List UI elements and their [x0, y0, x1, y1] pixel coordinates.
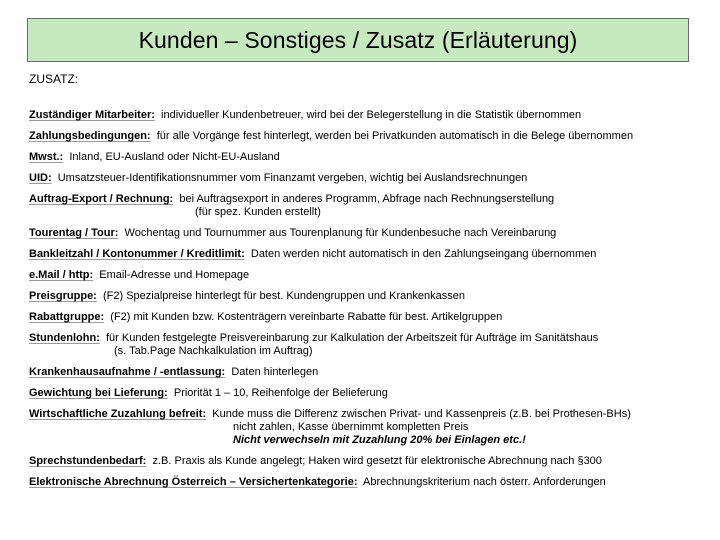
entry-label: Rabattgruppe: — [29, 311, 105, 323]
entry-text: z.B. Praxis als Kunde angelegt; Haken wird gesetzt für elektronische Abrechnung nach §300 — [152, 455, 602, 467]
entry-text: für alle Vorgänge fest hinterlegt, werden bei Privatkunden automatisch in die Belege übernommen — [156, 130, 634, 142]
entry-text: Daten hinterlegen — [231, 366, 319, 378]
entry-label: Preisgruppe: — [29, 290, 97, 302]
entry-zuzahlung-befreit — [29, 408, 709, 421]
slide-title: Kunden – Sonstiges / Zusatz (Erläuterung) — [138, 26, 578, 53]
entry-zahlungsbedingungen — [29, 130, 709, 143]
slide-title-box — [27, 18, 689, 62]
entry-uid — [29, 172, 709, 185]
entry-label: e.Mail / http: — [29, 269, 94, 281]
entry-bankleitzahl — [29, 248, 709, 261]
field-explanation-list — [29, 109, 709, 489]
entry-text: Email-Adresse und Homepage — [99, 269, 250, 281]
entry-continuation: nicht zahlen, Kasse übernimmt kompletten Preis — [233, 421, 469, 433]
entry-label: UID: — [29, 172, 52, 184]
entry-text: Abrechnungskriterium nach österr. Anforderungen — [363, 476, 606, 488]
entry-label: Wirtschaftliche Zuzahlung befreit: — [29, 408, 207, 420]
entry-text: bei Auftragsexport in anderes Programm, Abfrage nach Rechnungserstellung — [179, 193, 555, 205]
entry-label: Gewichtung bei Lieferung: — [29, 387, 168, 399]
entry-preisgruppe — [29, 290, 709, 303]
entry-rabattgruppe — [29, 311, 709, 324]
entry-label: Zuständiger Mitarbeiter: — [29, 109, 155, 121]
entry-label: Elektronische Abrechnung Österreich – Versichertenkategorie: — [29, 476, 358, 488]
entry-text: (F2) mit Kunden bzw. Kostenträgern vereinbarte Rabatte für best. Artikelgruppen — [110, 311, 503, 323]
entry-label: Bankleitzahl / Kontonummer / Kreditlimit: — [29, 248, 245, 260]
entry-note: Nicht verwechseln mit Zuzahlung 20% bei Einlagen etc.! — [233, 434, 526, 446]
section-heading: ZUSATZ: — [29, 72, 79, 86]
entry-zustaendiger-mitarbeiter — [29, 109, 709, 122]
entry-auftrag-export — [29, 193, 709, 206]
entry-label: Auftrag-Export / Rechnung: — [29, 193, 174, 205]
entry-stundenlohn — [29, 332, 709, 345]
entry-krankenhausaufnahme — [29, 366, 709, 379]
entry-continuation: (für spez. Kunden erstellt) — [195, 206, 321, 218]
entry-label: Mwst.: — [29, 151, 64, 163]
entry-label: Tourentag / Tour: — [29, 227, 119, 239]
entry-label: Sprechstundenbedarf: — [29, 455, 147, 467]
entry-text: Priorität 1 – 10, Reihenfolge der Belieferung — [173, 387, 388, 399]
entry-text: Inland, EU-Ausland oder Nicht-EU-Ausland — [69, 151, 280, 163]
entry-email-http — [29, 269, 709, 282]
entry-text: individueller Kundenbetreuer, wird bei der Belegerstellung in die Statistik übernommen — [161, 109, 582, 121]
entry-sprechstundenbedarf — [29, 455, 709, 468]
entry-mwst — [29, 151, 709, 164]
entry-gewichtung — [29, 387, 709, 400]
entry-label: Krankenhausaufnahme / -entlassung: — [29, 366, 226, 378]
entry-text: Umsatzsteuer-Identifikationsnummer vom Finanzamt vergeben, wichtig bei Auslandsrechnungen — [57, 172, 528, 184]
entry-text: Kunde muss die Differenz zwischen Privat- und Kassenpreis (z.B. bei Prothesen-BHs) — [212, 408, 631, 420]
entry-continuation: (s. Tab.Page Nachkalkulation im Auftrag) — [114, 345, 313, 357]
entry-label: Stundenlohn: — [29, 332, 100, 344]
entry-elektronische-abrechnung — [29, 476, 709, 489]
entry-text: Wochentag und Tournummer aus Tourenplanung für Kundenbesuche nach Vereinbarung — [124, 227, 557, 239]
entry-label: Zahlungsbedingungen: — [29, 130, 151, 142]
entry-text: Daten werden nicht automatisch in den Zahlungseingang übernommen — [250, 248, 597, 260]
entry-text: für Kunden festgelegte Preisvereinbarung zur Kalkulation der Arbeitszeit für Aufträge im Sanitätshaus — [106, 332, 599, 344]
entry-text: (F2) Spezialpreise hinterlegt für best. Kundengruppen und Krankenkassen — [102, 290, 465, 302]
entry-tourentag — [29, 227, 709, 240]
